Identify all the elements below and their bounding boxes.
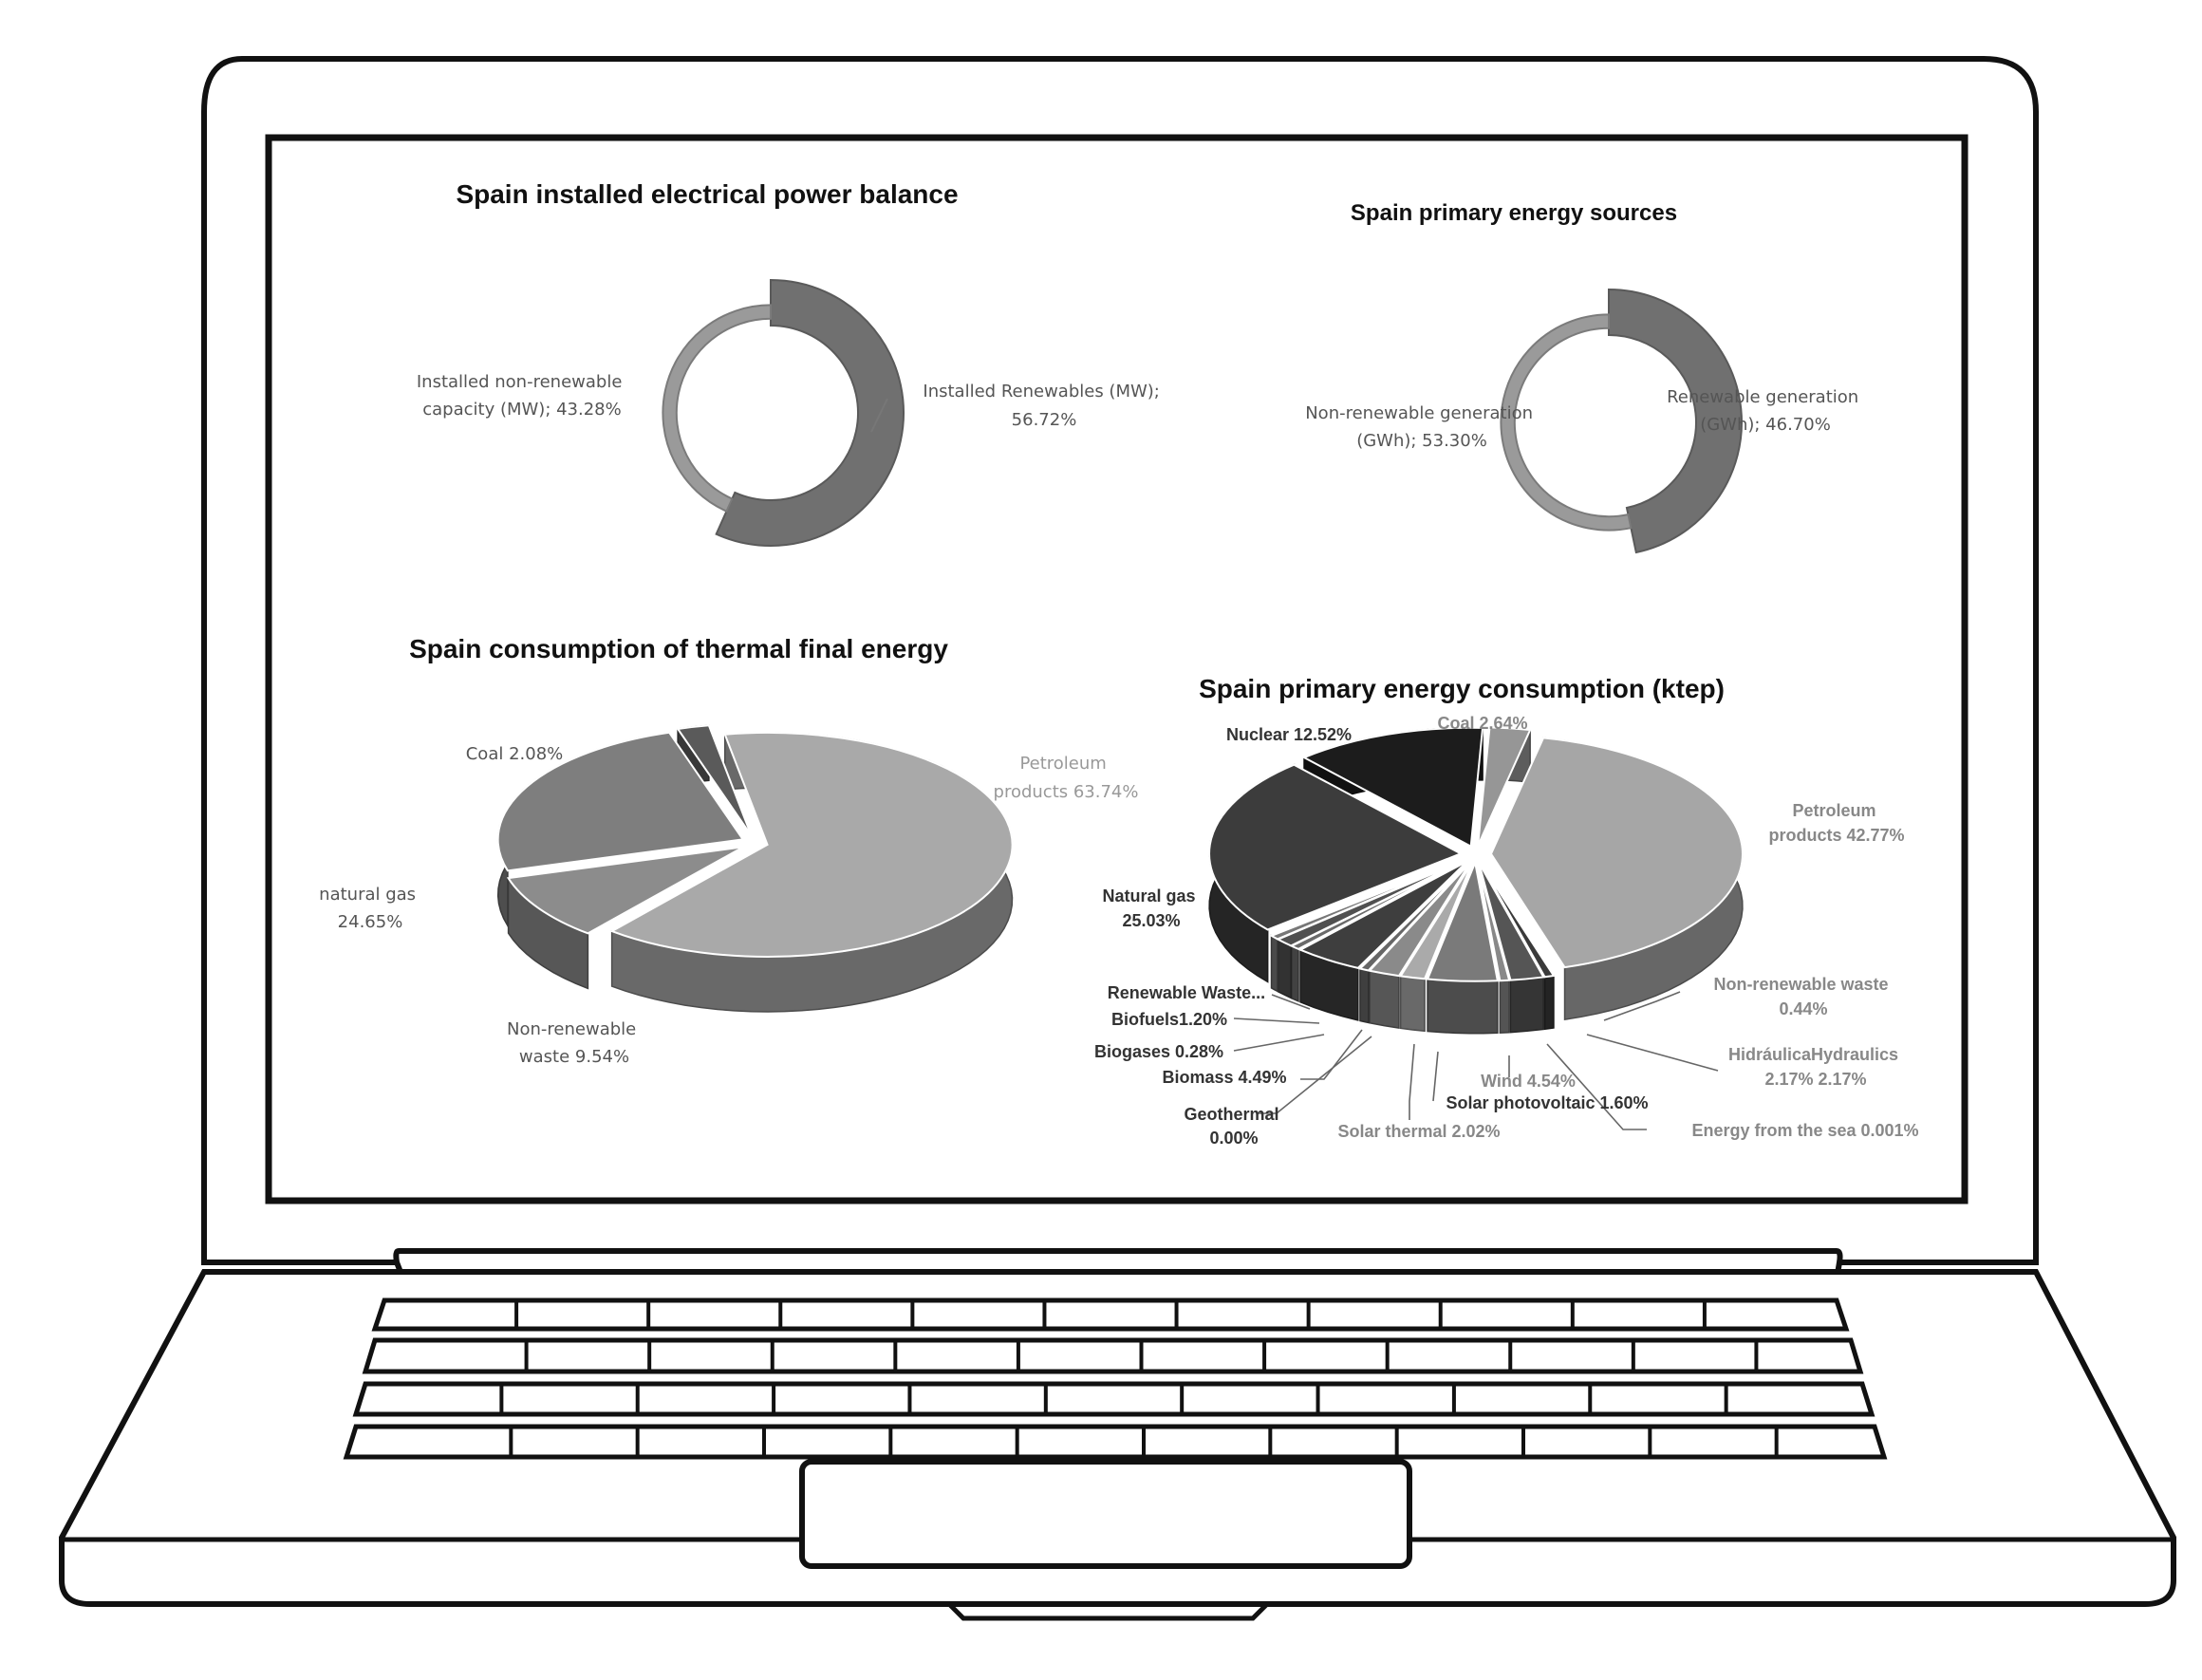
chart3-label-waste: Non-renewable waste 9.54% [507, 1019, 637, 1067]
laptop-trackpad [802, 1462, 1409, 1566]
chart4-label-nuclear: Nuclear 12.52% [1225, 725, 1353, 744]
laptop-screen [269, 138, 1965, 1201]
chart2-label-nonrenewable: Non-renewable generation (GWh); 53.30% [1305, 403, 1534, 451]
chart4-label-biogases: Biogases 0.28% [1093, 1042, 1224, 1061]
chart1-label-nonrenewable: Installed non-renewable capacity (MW); 43.28% [416, 372, 623, 420]
chart2-label-renewable: Renewable generation (GWh); 46.70% [1667, 387, 1859, 435]
pie-wall-biofuels1-20 [1278, 940, 1292, 999]
pie-wall-hidr-ulicahydraulics-2-17-2-17 [1510, 977, 1543, 1032]
chart3-label-coal: Coal 2.08% [465, 744, 564, 764]
chart3-title: Spain consumption of thermal final energy [409, 634, 948, 663]
pie-wall-solar-photovoltaic-1-60 [1401, 976, 1425, 1031]
chart3-slices [498, 725, 1013, 1012]
chart1-title: Spain installed electrical power balance [456, 179, 959, 209]
pie-wall-geothermal-0-00 [1360, 969, 1369, 1023]
chart3-label-natural-gas: natural gas 24.65% [319, 885, 417, 932]
chart4-label-biofuels: Biofuels1.20% [1110, 1010, 1228, 1029]
chart1-label-renewables: Installed Renewables (MW); 56.72% [923, 382, 1160, 430]
chart4-label-solar-pv: Solar photovoltaic 1.60% [1446, 1093, 1649, 1112]
chart4-label-wind: Wind 4.54% [1481, 1072, 1576, 1091]
chart4-slices [1209, 727, 1743, 1033]
chart4-label-geothermal: Geothermal 0.00% [1184, 1105, 1279, 1148]
pie-wall-renewable-waste [1272, 936, 1278, 991]
pie-wall-non-renewable-waste-0-44 [1545, 976, 1554, 1029]
chart4-label-natural-gas: Natural gas 25.03% [1102, 887, 1196, 930]
chart4-label-nonrenewable-waste: Non-renewable waste 0.44% [1713, 975, 1889, 1018]
chart4-label-coal: Coal 2.64% [1437, 714, 1528, 733]
chart4-label-hydraulics: HidráulicaHydraulics 2.17% 2.17% [1727, 1045, 1899, 1089]
chart4-label-sea: Energy from the sea 0.001% [1691, 1121, 1919, 1140]
chart3-label-petroleum: Petroleum products 63.74% [993, 754, 1139, 802]
chart4-title: Spain primary energy consumption (ktep) [1199, 674, 1725, 703]
chart4-label-solar-thermal: Solar thermal 2.02% [1337, 1122, 1501, 1141]
pie-wall-wind-4-54 [1428, 980, 1498, 1034]
pie-wall-energy-from-the-sea-0-001 [1500, 980, 1509, 1033]
pie-wall-solar-thermal-2-02 [1370, 971, 1399, 1028]
chart2-title: Spain primary energy sources [1350, 200, 1678, 226]
chart4-label-petroleum: Petroleum products 42.77% [1768, 801, 1905, 845]
chart4-label-biomass: Biomass 4.49% [1162, 1068, 1287, 1087]
chart4-label-renewable-waste: Renewable Waste... [1107, 983, 1266, 1002]
pie-wall-biogases-0-28 [1292, 946, 1298, 1001]
